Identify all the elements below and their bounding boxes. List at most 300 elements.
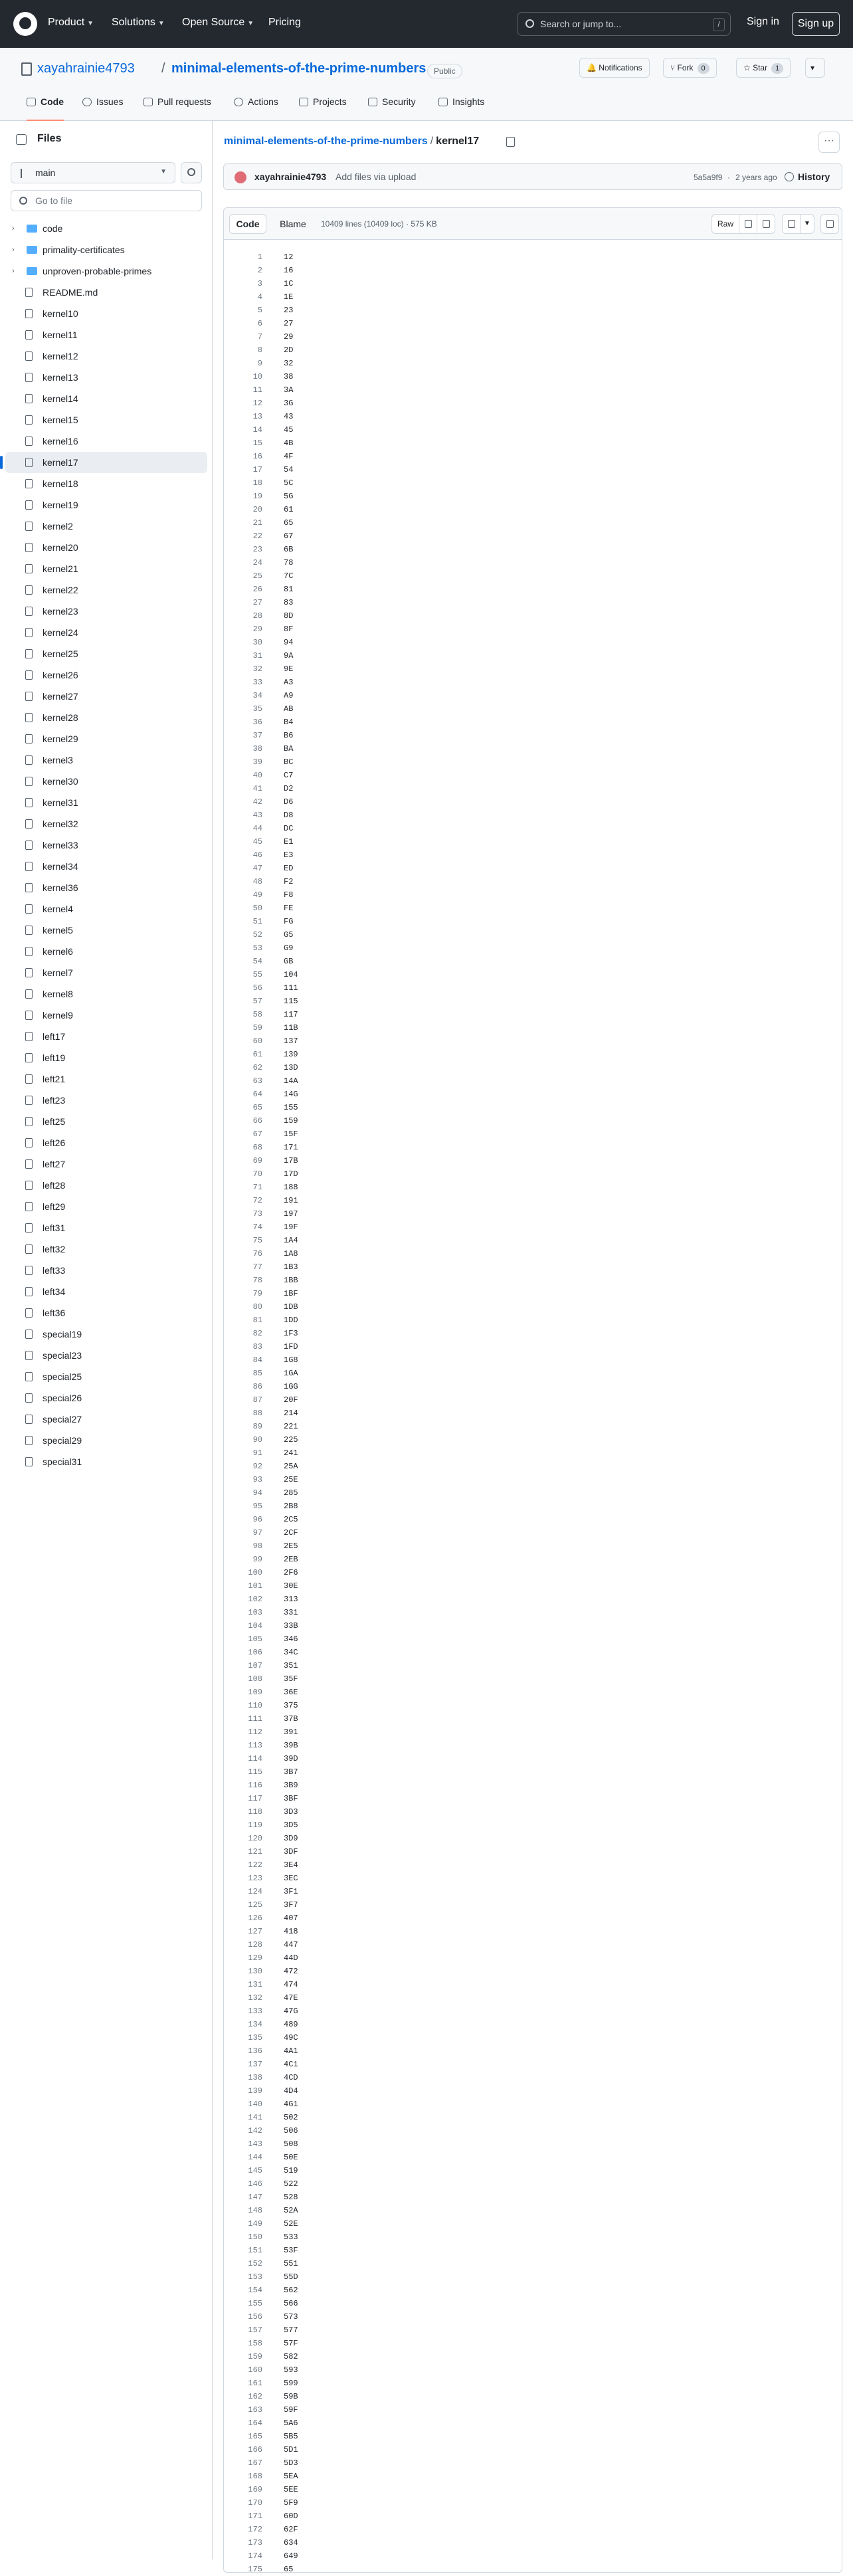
tree-file[interactable]	[5, 1302, 207, 1324]
tree-file[interactable]	[5, 1324, 207, 1345]
line-number[interactable]: 93	[252, 1475, 262, 1484]
line-number[interactable]: 148	[248, 2206, 262, 2215]
go-to-file-input[interactable]: Go to file	[11, 190, 202, 211]
line-number[interactable]: 155	[248, 2299, 262, 2308]
line-number[interactable]: 134	[248, 2020, 262, 2029]
line-number[interactable]: 22	[252, 532, 262, 541]
sign-in-link[interactable]: Sign in	[747, 16, 779, 27]
line-number[interactable]: 75	[252, 1236, 262, 1245]
line-number[interactable]: 70	[252, 1169, 262, 1179]
line-number[interactable]: 38	[252, 744, 262, 753]
line-number[interactable]: 152	[248, 2259, 262, 2268]
line-number[interactable]: 48	[252, 877, 262, 886]
line-text: 39D	[284, 1754, 298, 1763]
line-number[interactable]: 173	[248, 2538, 262, 2547]
github-logo-icon[interactable]	[13, 12, 37, 36]
star-button[interactable]: ☆ Star 1	[736, 58, 791, 78]
commit-message[interactable]: Add files via upload	[335, 171, 417, 182]
tree-file[interactable]	[5, 431, 207, 452]
file-search-button[interactable]	[181, 162, 202, 183]
nav-product[interactable]: Product ▼	[48, 17, 94, 28]
tree-file[interactable]	[5, 1217, 207, 1238]
line-number[interactable]: 127	[248, 1927, 262, 1936]
line-number[interactable]: 62	[252, 1063, 262, 1072]
line-number[interactable]: 120	[248, 1834, 262, 1843]
tree-file[interactable]	[5, 898, 207, 920]
tree-file[interactable]	[5, 1068, 207, 1090]
tree-file[interactable]	[5, 835, 207, 856]
repo-owner-link[interactable]: xayahrainie4793	[37, 61, 135, 76]
line-number[interactable]: 11	[252, 385, 262, 395]
line-number[interactable]: 42	[252, 797, 262, 807]
line-number[interactable]: 113	[248, 1741, 262, 1750]
line-number[interactable]: 157	[248, 2326, 262, 2335]
avatar[interactable]	[235, 171, 246, 183]
history-button[interactable]: History	[798, 171, 830, 182]
line-number[interactable]: 153	[248, 2272, 262, 2282]
line-number[interactable]: 116	[248, 1781, 262, 1790]
line-number[interactable]: 78	[252, 1276, 262, 1285]
line-number[interactable]: 39	[252, 757, 262, 767]
line-number[interactable]: 136	[248, 2046, 262, 2056]
star-dropdown-button[interactable]: ▾	[805, 58, 825, 78]
line-number[interactable]: 68	[252, 1143, 262, 1152]
history-icon	[785, 172, 794, 181]
line-number[interactable]: 89	[252, 1422, 262, 1431]
line-number[interactable]: 87	[252, 1395, 262, 1405]
line-number[interactable]: 149	[248, 2219, 262, 2229]
line-number[interactable]: 16	[252, 452, 262, 461]
repo-name-link[interactable]: minimal-elements-of-the-prime-numbers	[171, 61, 427, 76]
line-number[interactable]: 145	[248, 2166, 262, 2175]
tree-file[interactable]	[5, 1175, 207, 1196]
tree-file[interactable]	[5, 452, 207, 473]
line-number[interactable]: 112	[248, 1728, 262, 1737]
tree-file[interactable]	[5, 707, 207, 728]
line-number[interactable]: 118	[248, 1807, 262, 1817]
tree-folder[interactable]	[5, 218, 207, 239]
line-number[interactable]: 63	[252, 1076, 262, 1086]
line-number[interactable]: 158	[248, 2339, 262, 2348]
tree-file[interactable]	[5, 601, 207, 622]
line-number[interactable]: 41	[252, 784, 262, 793]
code-line	[224, 1686, 842, 1699]
code-line	[224, 330, 842, 344]
line-number[interactable]: 30	[252, 638, 262, 647]
code-line	[224, 915, 842, 928]
line-number[interactable]: 119	[248, 1821, 262, 1830]
line-number[interactable]: 71	[252, 1183, 262, 1192]
line-number[interactable]: 47	[252, 864, 262, 873]
line-number[interactable]: 56	[252, 983, 262, 993]
shield-icon	[368, 98, 377, 106]
line-number[interactable]: 159	[248, 2352, 262, 2361]
line-number[interactable]: 144	[248, 2153, 262, 2162]
edit-button[interactable]	[782, 214, 801, 234]
line-number[interactable]: 46	[252, 850, 262, 860]
tree-file[interactable]	[5, 622, 207, 643]
tab-actions[interactable]: Actions	[234, 96, 278, 121]
line-number[interactable]: 86	[252, 1382, 262, 1391]
line-number[interactable]: 124	[248, 1887, 262, 1896]
line-number[interactable]: 143	[248, 2139, 262, 2149]
tree-file[interactable]	[5, 792, 207, 813]
tree-file[interactable]	[5, 643, 207, 664]
line-number[interactable]: 61	[252, 1050, 262, 1059]
line-number[interactable]: 128	[248, 1940, 262, 1949]
tree-file[interactable]	[5, 303, 207, 324]
line-number[interactable]: 84	[252, 1355, 262, 1365]
nav-pricing[interactable]: Pricing	[268, 17, 301, 28]
line-number[interactable]: 67	[252, 1130, 262, 1139]
tab-issues[interactable]: Issues	[82, 96, 123, 121]
line-number[interactable]: 135	[248, 2033, 262, 2042]
tree-file[interactable]	[5, 1281, 207, 1302]
line-number[interactable]: 44	[252, 824, 262, 833]
line-number[interactable]: 137	[248, 2060, 262, 2069]
line-number[interactable]: 126	[248, 1914, 262, 1923]
tree-file[interactable]	[5, 749, 207, 771]
tree-file[interactable]	[5, 537, 207, 558]
edit-dropdown-button[interactable]: ▼	[800, 214, 814, 234]
line-number[interactable]: 18	[252, 478, 262, 488]
tab-insights[interactable]: Insights	[438, 96, 484, 121]
line-number[interactable]: 33	[252, 678, 262, 687]
line-number[interactable]: 142	[248, 2126, 262, 2135]
tree-file[interactable]	[5, 920, 207, 941]
line-text: 3G	[284, 399, 294, 408]
line-number[interactable]: 122	[248, 1860, 262, 1870]
line-number[interactable]: 166	[248, 2445, 262, 2454]
line-number[interactable]: 37	[252, 731, 262, 740]
line-number[interactable]: 23	[252, 545, 262, 554]
line-number[interactable]: 3	[257, 279, 262, 288]
copy-raw-button[interactable]	[739, 214, 757, 234]
line-number[interactable]: 81	[252, 1316, 262, 1325]
tree-item-label: kernel25	[43, 648, 78, 659]
breadcrumb-repo-link[interactable]: minimal-elements-of-the-prime-numbers	[224, 136, 428, 147]
tree-file[interactable]	[5, 813, 207, 835]
line-number[interactable]: 24	[252, 558, 262, 567]
line-number[interactable]: 170	[248, 2498, 262, 2508]
line-number[interactable]: 77	[252, 1262, 262, 1272]
line-number[interactable]: 74	[252, 1223, 262, 1232]
line-number[interactable]: 49	[252, 890, 262, 900]
more-options-button[interactable]: ···	[818, 132, 840, 153]
tree-file[interactable]	[5, 962, 207, 983]
line-number[interactable]: 20	[252, 505, 262, 514]
line-number[interactable]: 26	[252, 585, 262, 594]
tab-code-view[interactable]: Code	[229, 214, 266, 234]
line-number[interactable]: 151	[248, 2246, 262, 2255]
line-number[interactable]: 161	[248, 2379, 262, 2388]
line-number[interactable]: 175	[248, 2565, 262, 2574]
tree-file[interactable]	[5, 1238, 207, 1260]
line-number[interactable]: 85	[252, 1369, 262, 1378]
commit-author[interactable]: xayahrainie4793	[254, 171, 327, 182]
tree-folder[interactable]	[5, 239, 207, 260]
tree-file[interactable]	[5, 516, 207, 537]
line-number[interactable]: 104	[248, 1621, 262, 1631]
line-number[interactable]: 17	[252, 465, 262, 474]
nav-open-source[interactable]: Open Source ▼	[182, 17, 254, 28]
line-number[interactable]: 140	[248, 2100, 262, 2109]
line-number[interactable]: 15	[252, 439, 262, 448]
tree-file[interactable]	[5, 494, 207, 516]
line-number[interactable]: 9	[257, 359, 262, 368]
raw-button[interactable]: Raw	[711, 214, 739, 234]
line-number[interactable]: 6	[257, 319, 262, 328]
tree-file[interactable]	[5, 282, 207, 303]
line-number[interactable]: 168	[248, 2472, 262, 2481]
tree-file[interactable]	[5, 579, 207, 601]
line-number[interactable]: 150	[248, 2232, 262, 2242]
code-line	[224, 1832, 842, 1845]
line-number[interactable]: 146	[248, 2179, 262, 2189]
line-number[interactable]: 82	[252, 1329, 262, 1338]
line-number[interactable]: 29	[252, 625, 262, 634]
line-number[interactable]: 125	[248, 1900, 262, 1910]
branch-selector[interactable]: main ▼	[11, 162, 175, 183]
line-number[interactable]: 167	[248, 2458, 262, 2468]
tab-blame-view[interactable]: Blame	[280, 219, 306, 229]
line-number[interactable]: 10	[252, 372, 262, 381]
line-number[interactable]: 96	[252, 1515, 262, 1524]
line-number[interactable]: 123	[248, 1874, 262, 1883]
file-icon	[25, 819, 33, 829]
line-number[interactable]: 4	[257, 292, 262, 302]
line-number[interactable]: 40	[252, 771, 262, 780]
code-line	[224, 1965, 842, 1978]
line-number[interactable]: 90	[252, 1435, 262, 1444]
line-number[interactable]: 64	[252, 1090, 262, 1099]
line-number[interactable]: 34	[252, 691, 262, 700]
tree-folder[interactable]	[5, 260, 207, 282]
line-number[interactable]: 92	[252, 1462, 262, 1471]
line-number[interactable]: 65	[252, 1103, 262, 1112]
file-icon	[25, 394, 33, 403]
line-number[interactable]: 133	[248, 2007, 262, 2016]
line-number[interactable]: 79	[252, 1289, 262, 1298]
tab-code[interactable]: Code	[27, 96, 64, 121]
line-number[interactable]: 72	[252, 1196, 262, 1205]
tree-file[interactable]	[5, 1132, 207, 1153]
line-number[interactable]: 169	[248, 2485, 262, 2494]
line-number[interactable]: 2	[257, 266, 262, 275]
nav-solutions[interactable]: Solutions ▼	[112, 17, 165, 28]
line-number[interactable]: 154	[248, 2286, 262, 2295]
code-line	[224, 383, 842, 397]
line-text: 9E	[284, 664, 294, 674]
line-number[interactable]: 109	[248, 1688, 262, 1697]
line-number[interactable]: 106	[248, 1648, 262, 1657]
line-number[interactable]: 7	[257, 332, 262, 342]
line-number[interactable]: 88	[252, 1409, 262, 1418]
line-number[interactable]: 174	[248, 2551, 262, 2561]
line-number[interactable]: 32	[252, 664, 262, 674]
line-number[interactable]: 60	[252, 1037, 262, 1046]
fork-button[interactable]: ⑂ Fork 0	[663, 58, 717, 78]
line-number[interactable]: 101	[248, 1581, 262, 1591]
line-number[interactable]: 100	[248, 1568, 262, 1577]
line-number[interactable]: 25	[252, 571, 262, 581]
line-number[interactable]: 28	[252, 611, 262, 621]
line-number[interactable]: 117	[248, 1794, 262, 1803]
search-input[interactable]: Search or jump to... /	[517, 12, 731, 36]
tree-file[interactable]	[5, 1451, 207, 1472]
tree-file[interactable]	[5, 1153, 207, 1175]
line-number[interactable]: 121	[248, 1847, 262, 1856]
tree-file[interactable]	[5, 1090, 207, 1111]
line-number[interactable]: 73	[252, 1209, 262, 1219]
line-number[interactable]: 111	[248, 1714, 262, 1724]
line-number[interactable]: 160	[248, 2365, 262, 2375]
tree-file[interactable]	[5, 877, 207, 898]
tree-file[interactable]	[5, 1430, 207, 1451]
commit-hash[interactable]: 5a5a9f9	[694, 173, 723, 182]
line-number[interactable]: 131	[248, 1980, 262, 1989]
line-text: 3B7	[284, 1767, 298, 1777]
line-number[interactable]: 14	[252, 425, 262, 435]
line-number[interactable]: 156	[248, 2312, 262, 2322]
line-number[interactable]: 97	[252, 1528, 262, 1537]
line-number[interactable]: 27	[252, 598, 262, 607]
tree-file[interactable]	[5, 1047, 207, 1068]
line-number[interactable]: 45	[252, 837, 262, 846]
code-line	[224, 250, 842, 264]
tree-file[interactable]	[5, 1026, 207, 1047]
tree-file[interactable]	[5, 1260, 207, 1281]
tree-file[interactable]	[5, 388, 207, 409]
tree-file[interactable]	[5, 771, 207, 792]
tree-file[interactable]	[5, 856, 207, 877]
line-number[interactable]: 31	[252, 651, 262, 660]
line-number[interactable]: 50	[252, 904, 262, 913]
tree-file[interactable]	[5, 728, 207, 749]
line-number[interactable]: 105	[248, 1635, 262, 1644]
tree-file[interactable]	[5, 1111, 207, 1132]
line-number[interactable]: 55	[252, 970, 262, 979]
line-number[interactable]: 19	[252, 492, 262, 501]
line-number[interactable]: 8	[257, 346, 262, 355]
line-number[interactable]: 115	[248, 1767, 262, 1777]
tree-file[interactable]	[5, 367, 207, 388]
code-line	[224, 2443, 842, 2456]
line-number[interactable]: 43	[252, 811, 262, 820]
line-number[interactable]: 164	[248, 2419, 262, 2428]
copy-path-icon[interactable]	[506, 137, 515, 147]
tab-security[interactable]: Security	[368, 96, 416, 121]
line-number[interactable]: 12	[252, 399, 262, 408]
tree-item-label: kernel18	[43, 478, 78, 489]
line-number[interactable]: 51	[252, 917, 262, 926]
line-number[interactable]: 132	[248, 1993, 262, 2003]
tree-file[interactable]	[5, 686, 207, 707]
line-number[interactable]: 99	[252, 1555, 262, 1564]
code-line	[224, 1061, 842, 1074]
tree-file[interactable]	[5, 558, 207, 579]
line-number[interactable]: 59	[252, 1023, 262, 1033]
line-number[interactable]: 94	[252, 1488, 262, 1498]
line-number[interactable]: 58	[252, 1010, 262, 1019]
tree-file[interactable]	[5, 409, 207, 431]
file-icon	[25, 1372, 33, 1381]
line-number[interactable]: 110	[248, 1701, 262, 1710]
tree-file[interactable]	[5, 983, 207, 1005]
line-number[interactable]: 171	[248, 2512, 262, 2521]
line-text: 3DF	[284, 1847, 298, 1856]
line-number[interactable]: 95	[252, 1502, 262, 1511]
tree-file[interactable]	[5, 1387, 207, 1409]
tree-file[interactable]	[5, 346, 207, 367]
line-number[interactable]: 13	[252, 412, 262, 421]
line-number[interactable]: 172	[248, 2525, 262, 2534]
line-number[interactable]: 103	[248, 1608, 262, 1617]
line-number[interactable]: 141	[248, 2113, 262, 2122]
tab-projects[interactable]: Projects	[299, 96, 347, 121]
tree-file[interactable]	[5, 1005, 207, 1026]
tree-file[interactable]	[5, 664, 207, 686]
line-number[interactable]: 163	[248, 2405, 262, 2415]
line-number[interactable]: 129	[248, 1953, 262, 1963]
line-number[interactable]: 76	[252, 1249, 262, 1258]
tab-pull-requests[interactable]: Pull requests	[143, 96, 211, 121]
line-number[interactable]: 91	[252, 1448, 262, 1458]
line-text: 38	[284, 372, 294, 381]
tree-file[interactable]	[5, 1345, 207, 1366]
line-number[interactable]: 35	[252, 704, 262, 714]
tree-file[interactable]	[5, 1409, 207, 1430]
line-number[interactable]: 98	[252, 1541, 262, 1551]
line-number[interactable]: 108	[248, 1674, 262, 1684]
tree-file[interactable]	[5, 324, 207, 346]
symbols-panel-button[interactable]	[820, 214, 839, 234]
line-number[interactable]: 138	[248, 2073, 262, 2082]
tree-file[interactable]	[5, 1366, 207, 1387]
tree-item-label: code	[43, 223, 63, 234]
line-number[interactable]: 54	[252, 957, 262, 966]
line-number[interactable]: 52	[252, 930, 262, 940]
sidebar-collapse-icon[interactable]	[16, 134, 27, 145]
line-number[interactable]: 57	[252, 997, 262, 1006]
line-number[interactable]: 114	[248, 1754, 262, 1763]
line-number[interactable]: 147	[248, 2193, 262, 2202]
line-number[interactable]: 53	[252, 943, 262, 953]
tree-file[interactable]	[5, 1196, 207, 1217]
tree-file[interactable]	[5, 473, 207, 494]
tree-file[interactable]	[5, 941, 207, 962]
line-number[interactable]: 107	[248, 1661, 262, 1670]
line-number[interactable]: 5	[257, 306, 262, 315]
line-number[interactable]: 36	[252, 718, 262, 727]
line-text: C7	[284, 771, 294, 780]
file-toolbar	[224, 208, 842, 240]
line-number[interactable]: 21	[252, 518, 262, 528]
line-number[interactable]: 102	[248, 1595, 262, 1604]
line-number[interactable]: 139	[248, 2086, 262, 2096]
line-number[interactable]: 165	[248, 2432, 262, 2441]
line-number[interactable]: 162	[248, 2392, 262, 2401]
line-number[interactable]: 1	[257, 252, 262, 262]
line-number[interactable]: 80	[252, 1302, 262, 1312]
line-number[interactable]: 130	[248, 1967, 262, 1976]
sign-up-button[interactable]: Sign up	[792, 12, 840, 36]
notifications-button[interactable]: 🔔 Notifications	[579, 58, 650, 78]
line-number[interactable]: 66	[252, 1116, 262, 1126]
line-number[interactable]: 83	[252, 1342, 262, 1351]
download-button[interactable]	[757, 214, 775, 234]
line-number[interactable]: 69	[252, 1156, 262, 1165]
